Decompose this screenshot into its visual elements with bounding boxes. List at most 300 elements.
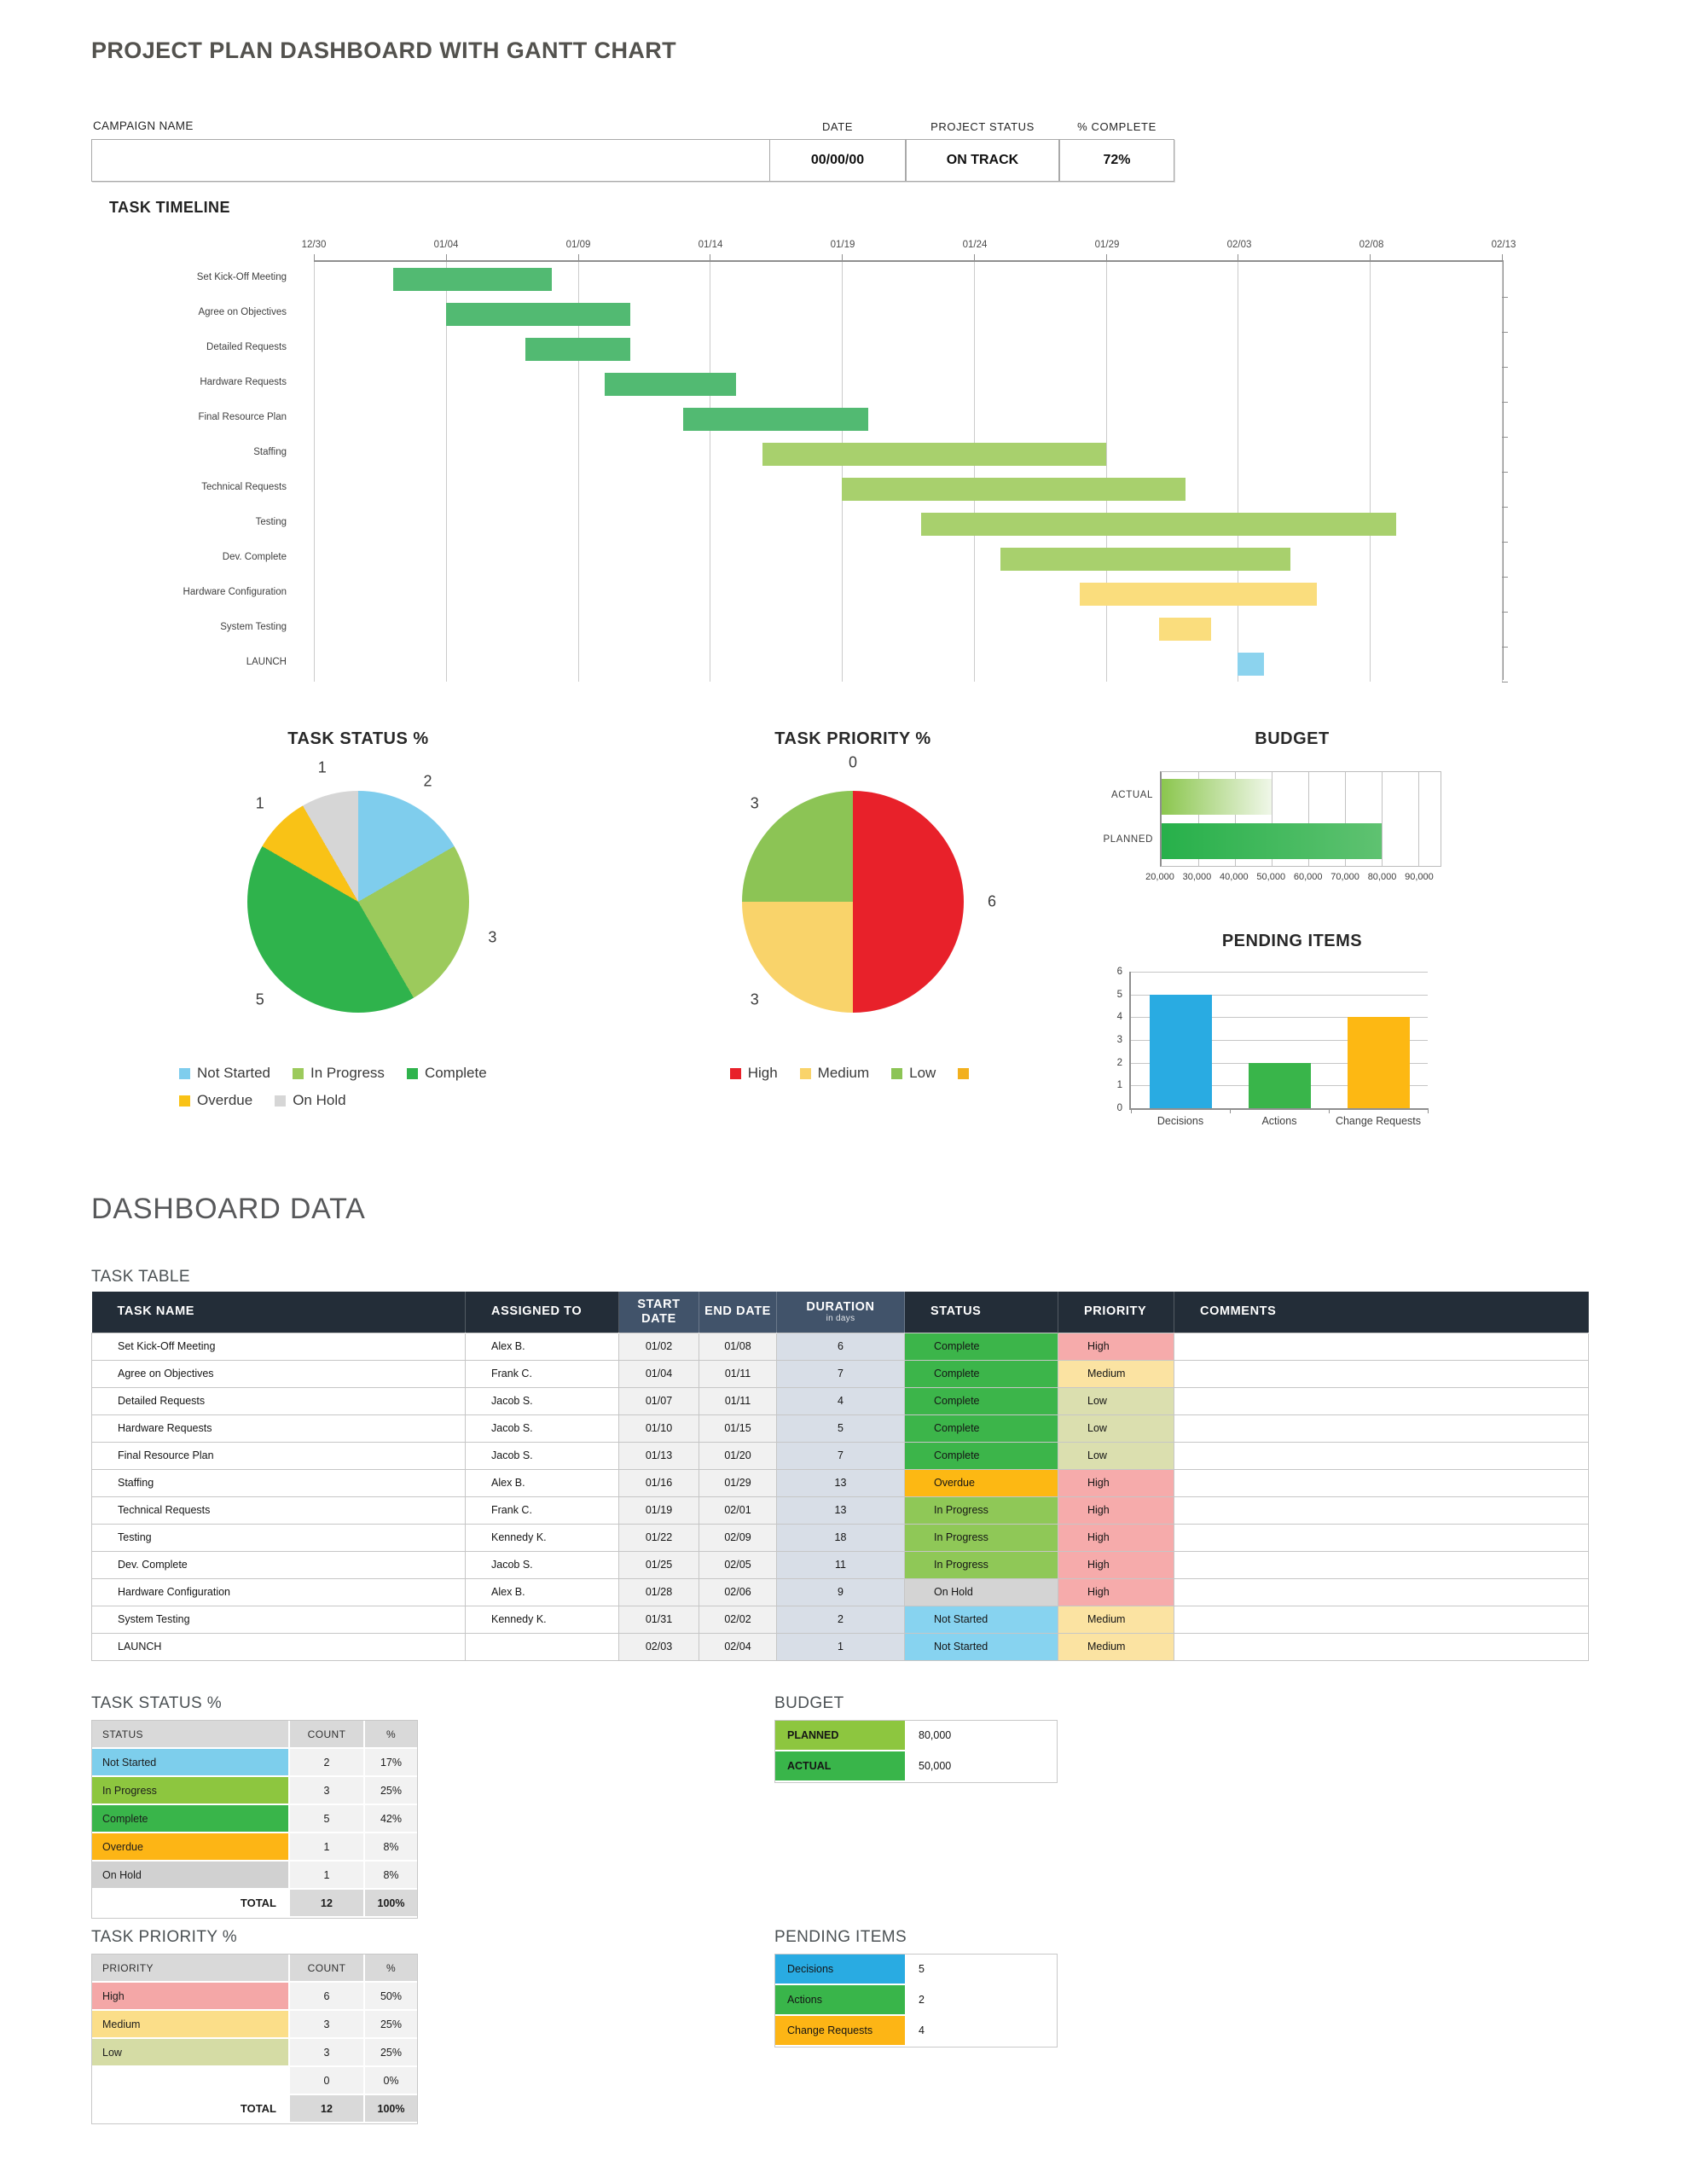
status-table-row bbox=[92, 1833, 417, 1862]
pending-x-axis-tick bbox=[1230, 1108, 1231, 1113]
pending-items-table-value-cell: 5 bbox=[905, 1955, 1057, 1985]
budget-gridline bbox=[1418, 772, 1419, 866]
priority-table-total-count: 12 bbox=[288, 2095, 363, 2123]
cell-task-name: Technical Requests bbox=[92, 1496, 466, 1524]
cell-comments bbox=[1174, 1496, 1589, 1524]
gantt-row bbox=[314, 297, 1502, 332]
legend-swatch bbox=[958, 1068, 969, 1079]
budget-table-heading: BUDGET bbox=[774, 1694, 844, 1712]
gantt-bar bbox=[605, 373, 737, 396]
pending-y-axis-label: 0 bbox=[1116, 1103, 1122, 1113]
gantt-right-axis-tick bbox=[1502, 332, 1508, 333]
gantt-right-axis-tick bbox=[1502, 437, 1508, 438]
cell-duration: 13 bbox=[777, 1496, 905, 1524]
gantt-right-axis-tick bbox=[1502, 402, 1508, 403]
cell-start-date: 01/19 bbox=[619, 1496, 699, 1524]
pending-x-axis-tick bbox=[1329, 1108, 1330, 1113]
gantt-row bbox=[314, 542, 1502, 577]
pie-data-label: 1 bbox=[255, 794, 264, 812]
status-table-row bbox=[92, 1777, 417, 1805]
cell-comments bbox=[1174, 1469, 1589, 1496]
cell-status: Not Started bbox=[905, 1606, 1058, 1633]
task-status-pie-title: TASK STATUS % bbox=[287, 729, 429, 748]
legend-item bbox=[179, 1092, 252, 1109]
cell-assigned-to: Kennedy K. bbox=[466, 1606, 619, 1633]
gantt-right-axis-tick bbox=[1502, 612, 1508, 613]
task-table-row bbox=[92, 1633, 1589, 1660]
date-value: 00/00/00 bbox=[769, 139, 906, 182]
status-table-row bbox=[92, 1749, 417, 1777]
cell-start-date: 01/04 bbox=[619, 1360, 699, 1387]
cell-priority: Low bbox=[1058, 1442, 1174, 1469]
pending-items-chart-title: PENDING ITEMS bbox=[1221, 932, 1363, 950]
task-timeline-heading: TASK TIMELINE bbox=[109, 199, 230, 216]
status-table-total-pct: 100% bbox=[363, 1890, 417, 1918]
gantt-task-label: Hardware Requests bbox=[200, 377, 287, 387]
legend-label: Overdue bbox=[197, 1092, 253, 1108]
task-status-pie-stage bbox=[196, 758, 520, 1043]
cell-start-date: 02/03 bbox=[619, 1633, 699, 1660]
legend-item bbox=[800, 1065, 869, 1082]
cell-comments bbox=[1174, 1442, 1589, 1469]
pie-data-label: 1 bbox=[317, 758, 327, 776]
budget-table bbox=[774, 1720, 1058, 1783]
cell-duration: 6 bbox=[777, 1333, 905, 1360]
status-table-header-count: COUNT bbox=[288, 1721, 363, 1749]
pending-items-table-heading: PENDING ITEMS bbox=[774, 1928, 907, 1946]
cell-end-date: 01/29 bbox=[699, 1469, 777, 1496]
budget-table-value-cell: 50,000 bbox=[905, 1751, 1057, 1782]
cell-assigned-to: Alex B. bbox=[466, 1469, 619, 1496]
cell-priority: Medium bbox=[1058, 1633, 1174, 1660]
task-priority-pie-title: TASK PRIORITY % bbox=[774, 729, 931, 748]
cell-task-name: Dev. Complete bbox=[92, 1551, 466, 1578]
pending-y-axis-label: 2 bbox=[1116, 1057, 1122, 1068]
gantt-task-label: Testing bbox=[255, 517, 287, 527]
gantt-bar bbox=[393, 268, 552, 291]
legend-label: High bbox=[747, 1065, 778, 1081]
cell-start-date: 01/16 bbox=[619, 1469, 699, 1496]
cell-status: Complete bbox=[905, 1333, 1058, 1360]
cell-assigned-to: Alex B. bbox=[466, 1578, 619, 1606]
budget-table-row bbox=[775, 1751, 1057, 1782]
priority-table-header-pct: % bbox=[363, 1955, 417, 1983]
cell-end-date: 02/09 bbox=[699, 1524, 777, 1551]
cell-assigned-to: Jacob S. bbox=[466, 1414, 619, 1442]
task-priority-table bbox=[91, 1954, 418, 2124]
cell-end-date: 02/04 bbox=[699, 1633, 777, 1660]
gantt-task-label: Detailed Requests bbox=[206, 342, 287, 352]
cell-end-date: 01/20 bbox=[699, 1442, 777, 1469]
cell-start-date: 01/07 bbox=[619, 1387, 699, 1414]
status-table-count-cell: 1 bbox=[288, 1862, 363, 1890]
project-status-label: PROJECT STATUS bbox=[930, 120, 1035, 133]
pending-category-label: Decisions bbox=[1157, 1115, 1204, 1127]
pie-data-label: 3 bbox=[750, 990, 759, 1008]
gantt-bar bbox=[762, 443, 1105, 466]
budget-bar-actual bbox=[1162, 779, 1272, 815]
gantt-axis-tick-label: 01/04 bbox=[433, 240, 459, 250]
cell-assigned-to: Jacob S. bbox=[466, 1387, 619, 1414]
cell-task-name: Hardware Requests bbox=[92, 1414, 466, 1442]
cell-assigned-to: Kennedy K. bbox=[466, 1524, 619, 1551]
pie-data-label: 5 bbox=[255, 990, 264, 1008]
status-table-header-pct: % bbox=[363, 1721, 417, 1749]
cell-end-date: 01/11 bbox=[699, 1387, 777, 1414]
gantt-axis-tick-label: 02/03 bbox=[1226, 240, 1252, 250]
budget-category-label: PLANNED bbox=[1103, 834, 1153, 845]
gantt-row bbox=[314, 262, 1502, 297]
budget-bar-planned bbox=[1162, 823, 1382, 859]
cell-assigned-to: Frank C. bbox=[466, 1496, 619, 1524]
pending-category-label: Change Requests bbox=[1335, 1115, 1422, 1127]
cell-priority: High bbox=[1058, 1469, 1174, 1496]
task-table-row bbox=[92, 1524, 1589, 1551]
cell-status: In Progress bbox=[905, 1524, 1058, 1551]
column-header-assigned-to: ASSIGNED TO bbox=[466, 1292, 619, 1333]
status-table-row bbox=[92, 1862, 417, 1890]
priority-table-total-pct: 100% bbox=[363, 2095, 417, 2123]
pie-data-label: 0 bbox=[848, 753, 858, 771]
legend-label: Medium bbox=[817, 1065, 870, 1081]
task-status-table bbox=[91, 1720, 418, 1919]
cell-duration: 13 bbox=[777, 1469, 905, 1496]
gantt-axis-tick-mark bbox=[446, 254, 447, 260]
cell-priority: High bbox=[1058, 1333, 1174, 1360]
campaign-name-label: CAMPAIGN NAME bbox=[93, 119, 194, 132]
pending-y-axis-label: 4 bbox=[1116, 1012, 1122, 1023]
pending-x-axis-tick bbox=[1131, 1108, 1132, 1113]
priority-table-total-label: TOTAL bbox=[92, 2095, 288, 2123]
gantt-axis-tick-label: 02/08 bbox=[1359, 240, 1384, 250]
gantt-task-label: Set Kick-Off Meeting bbox=[196, 272, 287, 282]
cell-duration: 4 bbox=[777, 1387, 905, 1414]
gantt-right-axis-tick bbox=[1502, 577, 1508, 578]
column-header-status: STATUS bbox=[905, 1292, 1058, 1333]
cell-end-date: 01/08 bbox=[699, 1333, 777, 1360]
cell-duration: 7 bbox=[777, 1442, 905, 1469]
status-table-header-row bbox=[92, 1721, 417, 1749]
budget-plot bbox=[1160, 771, 1441, 867]
legend-item bbox=[891, 1065, 936, 1082]
pending-items-table-row bbox=[775, 1955, 1057, 1985]
legend-label: Not Started bbox=[197, 1065, 270, 1081]
gantt-row bbox=[314, 472, 1502, 507]
percent-complete-label: % COMPLETE bbox=[1077, 120, 1157, 133]
gantt-right-axis-tick bbox=[1502, 297, 1508, 298]
cell-duration: 9 bbox=[777, 1578, 905, 1606]
pending-items-table bbox=[774, 1954, 1058, 2048]
cell-start-date: 01/28 bbox=[619, 1578, 699, 1606]
budget-axis-label: 90,000 bbox=[1405, 872, 1434, 882]
cell-task-name: Set Kick-Off Meeting bbox=[92, 1333, 466, 1360]
gantt-task-label: Agree on Objectives bbox=[198, 307, 287, 317]
legend-label: In Progress bbox=[310, 1065, 385, 1081]
legend-swatch bbox=[407, 1068, 418, 1079]
gantt-bar bbox=[1159, 618, 1212, 641]
budget-table-value-cell: 80,000 bbox=[905, 1721, 1057, 1751]
gantt-right-axis-tick bbox=[1502, 647, 1508, 648]
gantt-row bbox=[314, 612, 1502, 647]
priority-table-pct-cell: 50% bbox=[363, 1983, 417, 2011]
pending-items-table-label-cell: Actions bbox=[775, 1985, 905, 2016]
task-table bbox=[91, 1292, 1589, 1661]
column-header-comments: COMMENTS bbox=[1174, 1292, 1589, 1333]
legend-item bbox=[958, 1065, 976, 1082]
cell-task-name: System Testing bbox=[92, 1606, 466, 1633]
status-table-label-cell: Overdue bbox=[92, 1833, 288, 1862]
pending-y-axis-label: 5 bbox=[1116, 989, 1122, 1000]
cell-status: Not Started bbox=[905, 1633, 1058, 1660]
gantt-bar bbox=[446, 303, 631, 326]
legend-item bbox=[179, 1065, 270, 1082]
task-priority-pie-chart bbox=[631, 729, 1075, 1082]
legend-swatch bbox=[275, 1095, 286, 1107]
cell-end-date: 02/02 bbox=[699, 1606, 777, 1633]
status-table-total-row bbox=[92, 1890, 417, 1918]
priority-table-row bbox=[92, 1983, 417, 2011]
gantt-task-label: LAUNCH bbox=[246, 657, 287, 667]
cell-priority: High bbox=[1058, 1578, 1174, 1606]
gantt-row bbox=[314, 647, 1502, 682]
pending-items-chart bbox=[1116, 967, 1428, 1127]
cell-priority: High bbox=[1058, 1496, 1174, 1524]
project-status-value: ON TRACK bbox=[906, 139, 1059, 182]
cell-duration: 5 bbox=[777, 1414, 905, 1442]
pending-items-table-label-cell: Decisions bbox=[775, 1955, 905, 1985]
gantt-bar bbox=[1080, 583, 1318, 606]
pending-items-table-value-cell: 2 bbox=[905, 1985, 1057, 2016]
gantt-axis-tick-mark bbox=[842, 254, 843, 260]
task-table-row bbox=[92, 1496, 1589, 1524]
cell-status: On Hold bbox=[905, 1578, 1058, 1606]
legend-item bbox=[275, 1092, 345, 1109]
cell-task-name: Agree on Objectives bbox=[92, 1360, 466, 1387]
legend-swatch bbox=[800, 1068, 811, 1079]
budget-axis-label: 20,000 bbox=[1145, 872, 1174, 882]
gantt-task-label: System Testing bbox=[220, 622, 287, 632]
task-table-row bbox=[92, 1469, 1589, 1496]
legend-swatch bbox=[293, 1068, 304, 1079]
pie-data-label: 3 bbox=[488, 928, 497, 946]
task-status-legend bbox=[179, 1065, 537, 1109]
cell-assigned-to bbox=[466, 1633, 619, 1660]
budget-axis-label: 60,000 bbox=[1293, 872, 1323, 882]
priority-table-label-cell: High bbox=[92, 1983, 288, 2011]
duration-header-subtitle: in days bbox=[826, 1314, 855, 1324]
cell-priority: High bbox=[1058, 1551, 1174, 1578]
gantt-right-axis-tick bbox=[1502, 507, 1508, 508]
task-table-row bbox=[92, 1333, 1589, 1360]
task-priority-legend bbox=[631, 1065, 1075, 1082]
status-table-label-cell: On Hold bbox=[92, 1862, 288, 1890]
column-header-end-date: END DATE bbox=[699, 1292, 777, 1333]
gantt-row bbox=[314, 577, 1502, 612]
task-table-row bbox=[92, 1442, 1589, 1469]
budget-axis-label: 40,000 bbox=[1220, 872, 1249, 882]
cell-assigned-to: Alex B. bbox=[466, 1333, 619, 1360]
cell-start-date: 01/02 bbox=[619, 1333, 699, 1360]
status-table-count-cell: 3 bbox=[288, 1777, 363, 1805]
gantt-chart bbox=[314, 260, 1504, 680]
cell-status: Overdue bbox=[905, 1469, 1058, 1496]
priority-table-pct-cell: 25% bbox=[363, 2039, 417, 2067]
gantt-row bbox=[314, 507, 1502, 542]
priority-table-count-cell: 3 bbox=[288, 2011, 363, 2039]
task-status-table-heading: TASK STATUS % bbox=[91, 1694, 222, 1712]
legend-label: On Hold bbox=[293, 1092, 346, 1108]
budget-axis-label: 70,000 bbox=[1330, 872, 1359, 882]
gantt-axis-tick-label: 01/14 bbox=[698, 240, 723, 250]
budget-axis-label: 30,000 bbox=[1182, 872, 1212, 882]
status-table-row bbox=[92, 1805, 417, 1833]
cell-duration: 1 bbox=[777, 1633, 905, 1660]
page-title: PROJECT PLAN DASHBOARD WITH GANTT CHART bbox=[91, 38, 677, 63]
status-table-pct-cell: 25% bbox=[363, 1777, 417, 1805]
cell-comments bbox=[1174, 1333, 1589, 1360]
gantt-axis-tick-mark bbox=[578, 254, 579, 260]
cell-task-name: Hardware Configuration bbox=[92, 1578, 466, 1606]
gantt-axis-tick-label: 01/09 bbox=[565, 240, 591, 250]
pending-items-chart-block bbox=[1092, 932, 1493, 1127]
duration-header-label: DURATION bbox=[806, 1299, 875, 1314]
pending-items-table-value-cell: 4 bbox=[905, 2016, 1057, 2047]
gantt-axis-tick-label: 01/29 bbox=[1094, 240, 1120, 250]
task-priority-pie-stage bbox=[691, 753, 1015, 1043]
budget-category-label: ACTUAL bbox=[1111, 790, 1153, 800]
cell-comments bbox=[1174, 1524, 1589, 1551]
cell-task-name: Final Resource Plan bbox=[92, 1442, 466, 1469]
task-priority-pie bbox=[742, 791, 964, 1013]
budget-table-label-cell: PLANNED bbox=[775, 1721, 905, 1751]
budget-chart-block bbox=[1092, 729, 1493, 886]
pending-gridline bbox=[1131, 972, 1428, 973]
pending-bar-change-requests bbox=[1348, 1017, 1410, 1108]
cell-task-name: Staffing bbox=[92, 1469, 466, 1496]
cell-start-date: 01/25 bbox=[619, 1551, 699, 1578]
task-table-row bbox=[92, 1414, 1589, 1442]
status-table-count-cell: 5 bbox=[288, 1805, 363, 1833]
gantt-row bbox=[314, 437, 1502, 472]
priority-table-count-cell: 6 bbox=[288, 1983, 363, 2011]
pending-bar-decisions bbox=[1150, 995, 1212, 1108]
cell-priority: Medium bbox=[1058, 1606, 1174, 1633]
budget-table-label-cell: ACTUAL bbox=[775, 1751, 905, 1782]
pending-category-label: Actions bbox=[1261, 1115, 1297, 1127]
legend-swatch bbox=[179, 1068, 190, 1079]
cell-status: In Progress bbox=[905, 1496, 1058, 1524]
cell-end-date: 01/15 bbox=[699, 1414, 777, 1442]
budget-gridline bbox=[1382, 772, 1383, 866]
status-table-total-count: 12 bbox=[288, 1890, 363, 1918]
legend-swatch bbox=[891, 1068, 902, 1079]
budget-chart bbox=[1103, 771, 1441, 886]
cell-comments bbox=[1174, 1551, 1589, 1578]
task-table-row bbox=[92, 1578, 1589, 1606]
cell-comments bbox=[1174, 1606, 1589, 1633]
budget-axis-labels bbox=[1145, 872, 1441, 886]
priority-table-count-cell: 3 bbox=[288, 2039, 363, 2067]
percent-complete-value: 72% bbox=[1059, 139, 1174, 182]
status-table-label-cell: Complete bbox=[92, 1805, 288, 1833]
task-table-row bbox=[92, 1551, 1589, 1578]
cell-start-date: 01/22 bbox=[619, 1524, 699, 1551]
legend-item bbox=[730, 1065, 778, 1082]
priority-table-pct-cell: 25% bbox=[363, 2011, 417, 2039]
gantt-bar bbox=[921, 513, 1396, 536]
task-table-row bbox=[92, 1606, 1589, 1633]
priority-table-total-row bbox=[92, 2095, 417, 2123]
status-table-pct-cell: 8% bbox=[363, 1862, 417, 1890]
cell-task-name: Detailed Requests bbox=[92, 1387, 466, 1414]
legend-label: Complete bbox=[424, 1065, 487, 1081]
legend-item bbox=[407, 1065, 487, 1082]
legend-label: Low bbox=[909, 1065, 936, 1081]
dashboard-data-heading: DASHBOARD DATA bbox=[91, 1193, 366, 1225]
task-status-pie bbox=[247, 791, 469, 1013]
status-table-pct-cell: 8% bbox=[363, 1833, 417, 1862]
gantt-bar bbox=[1000, 548, 1291, 571]
task-table-header-row bbox=[92, 1292, 1589, 1333]
cell-priority: High bbox=[1058, 1524, 1174, 1551]
cell-assigned-to: Jacob S. bbox=[466, 1442, 619, 1469]
cell-priority: Low bbox=[1058, 1387, 1174, 1414]
task-table-row bbox=[92, 1387, 1589, 1414]
cell-start-date: 01/10 bbox=[619, 1414, 699, 1442]
gantt-row bbox=[314, 332, 1502, 367]
gantt-row bbox=[314, 402, 1502, 437]
priority-table-row bbox=[92, 2039, 417, 2067]
cell-status: Complete bbox=[905, 1360, 1058, 1387]
gantt-task-label: Hardware Configuration bbox=[183, 587, 287, 597]
priority-table-label-cell: Low bbox=[92, 2039, 288, 2067]
cell-duration: 18 bbox=[777, 1524, 905, 1551]
pending-y-axis-label: 6 bbox=[1116, 967, 1122, 977]
pending-items-table-label-cell: Change Requests bbox=[775, 2016, 905, 2047]
priority-table-pct-cell: 0% bbox=[363, 2067, 417, 2095]
priority-table-header-row bbox=[92, 1955, 417, 1983]
pending-items-table-row bbox=[775, 1985, 1057, 2016]
priority-table-label-cell bbox=[92, 2067, 288, 2095]
gantt-axis-tick-label: 12/30 bbox=[301, 240, 327, 250]
task-table-row bbox=[92, 1360, 1589, 1387]
gantt-task-label: Technical Requests bbox=[201, 482, 287, 492]
cell-status: Complete bbox=[905, 1442, 1058, 1469]
gantt-task-labels bbox=[0, 260, 300, 680]
cell-assigned-to: Jacob S. bbox=[466, 1551, 619, 1578]
legend-swatch bbox=[179, 1095, 190, 1107]
status-table-label-cell: In Progress bbox=[92, 1777, 288, 1805]
gantt-axis-tick-mark bbox=[1106, 254, 1107, 260]
budget-chart-title: BUDGET bbox=[1255, 729, 1330, 748]
task-priority-table-heading: TASK PRIORITY % bbox=[91, 1928, 238, 1946]
gantt-axis-labels bbox=[301, 240, 1516, 255]
cell-end-date: 02/06 bbox=[699, 1578, 777, 1606]
cell-comments bbox=[1174, 1578, 1589, 1606]
budget-table-row bbox=[775, 1721, 1057, 1751]
pending-items-table-row bbox=[775, 2016, 1057, 2047]
gantt-axis-tick-mark bbox=[1502, 254, 1503, 260]
cell-status: In Progress bbox=[905, 1551, 1058, 1578]
gantt-task-label: Dev. Complete bbox=[222, 552, 287, 562]
status-table-label-cell: Not Started bbox=[92, 1749, 288, 1777]
cell-start-date: 01/31 bbox=[619, 1606, 699, 1633]
cell-priority: Low bbox=[1058, 1414, 1174, 1442]
pie-data-label: 2 bbox=[423, 772, 432, 790]
campaign-name-input[interactable] bbox=[91, 139, 770, 182]
legend-swatch bbox=[730, 1068, 741, 1079]
cell-comments bbox=[1174, 1414, 1589, 1442]
